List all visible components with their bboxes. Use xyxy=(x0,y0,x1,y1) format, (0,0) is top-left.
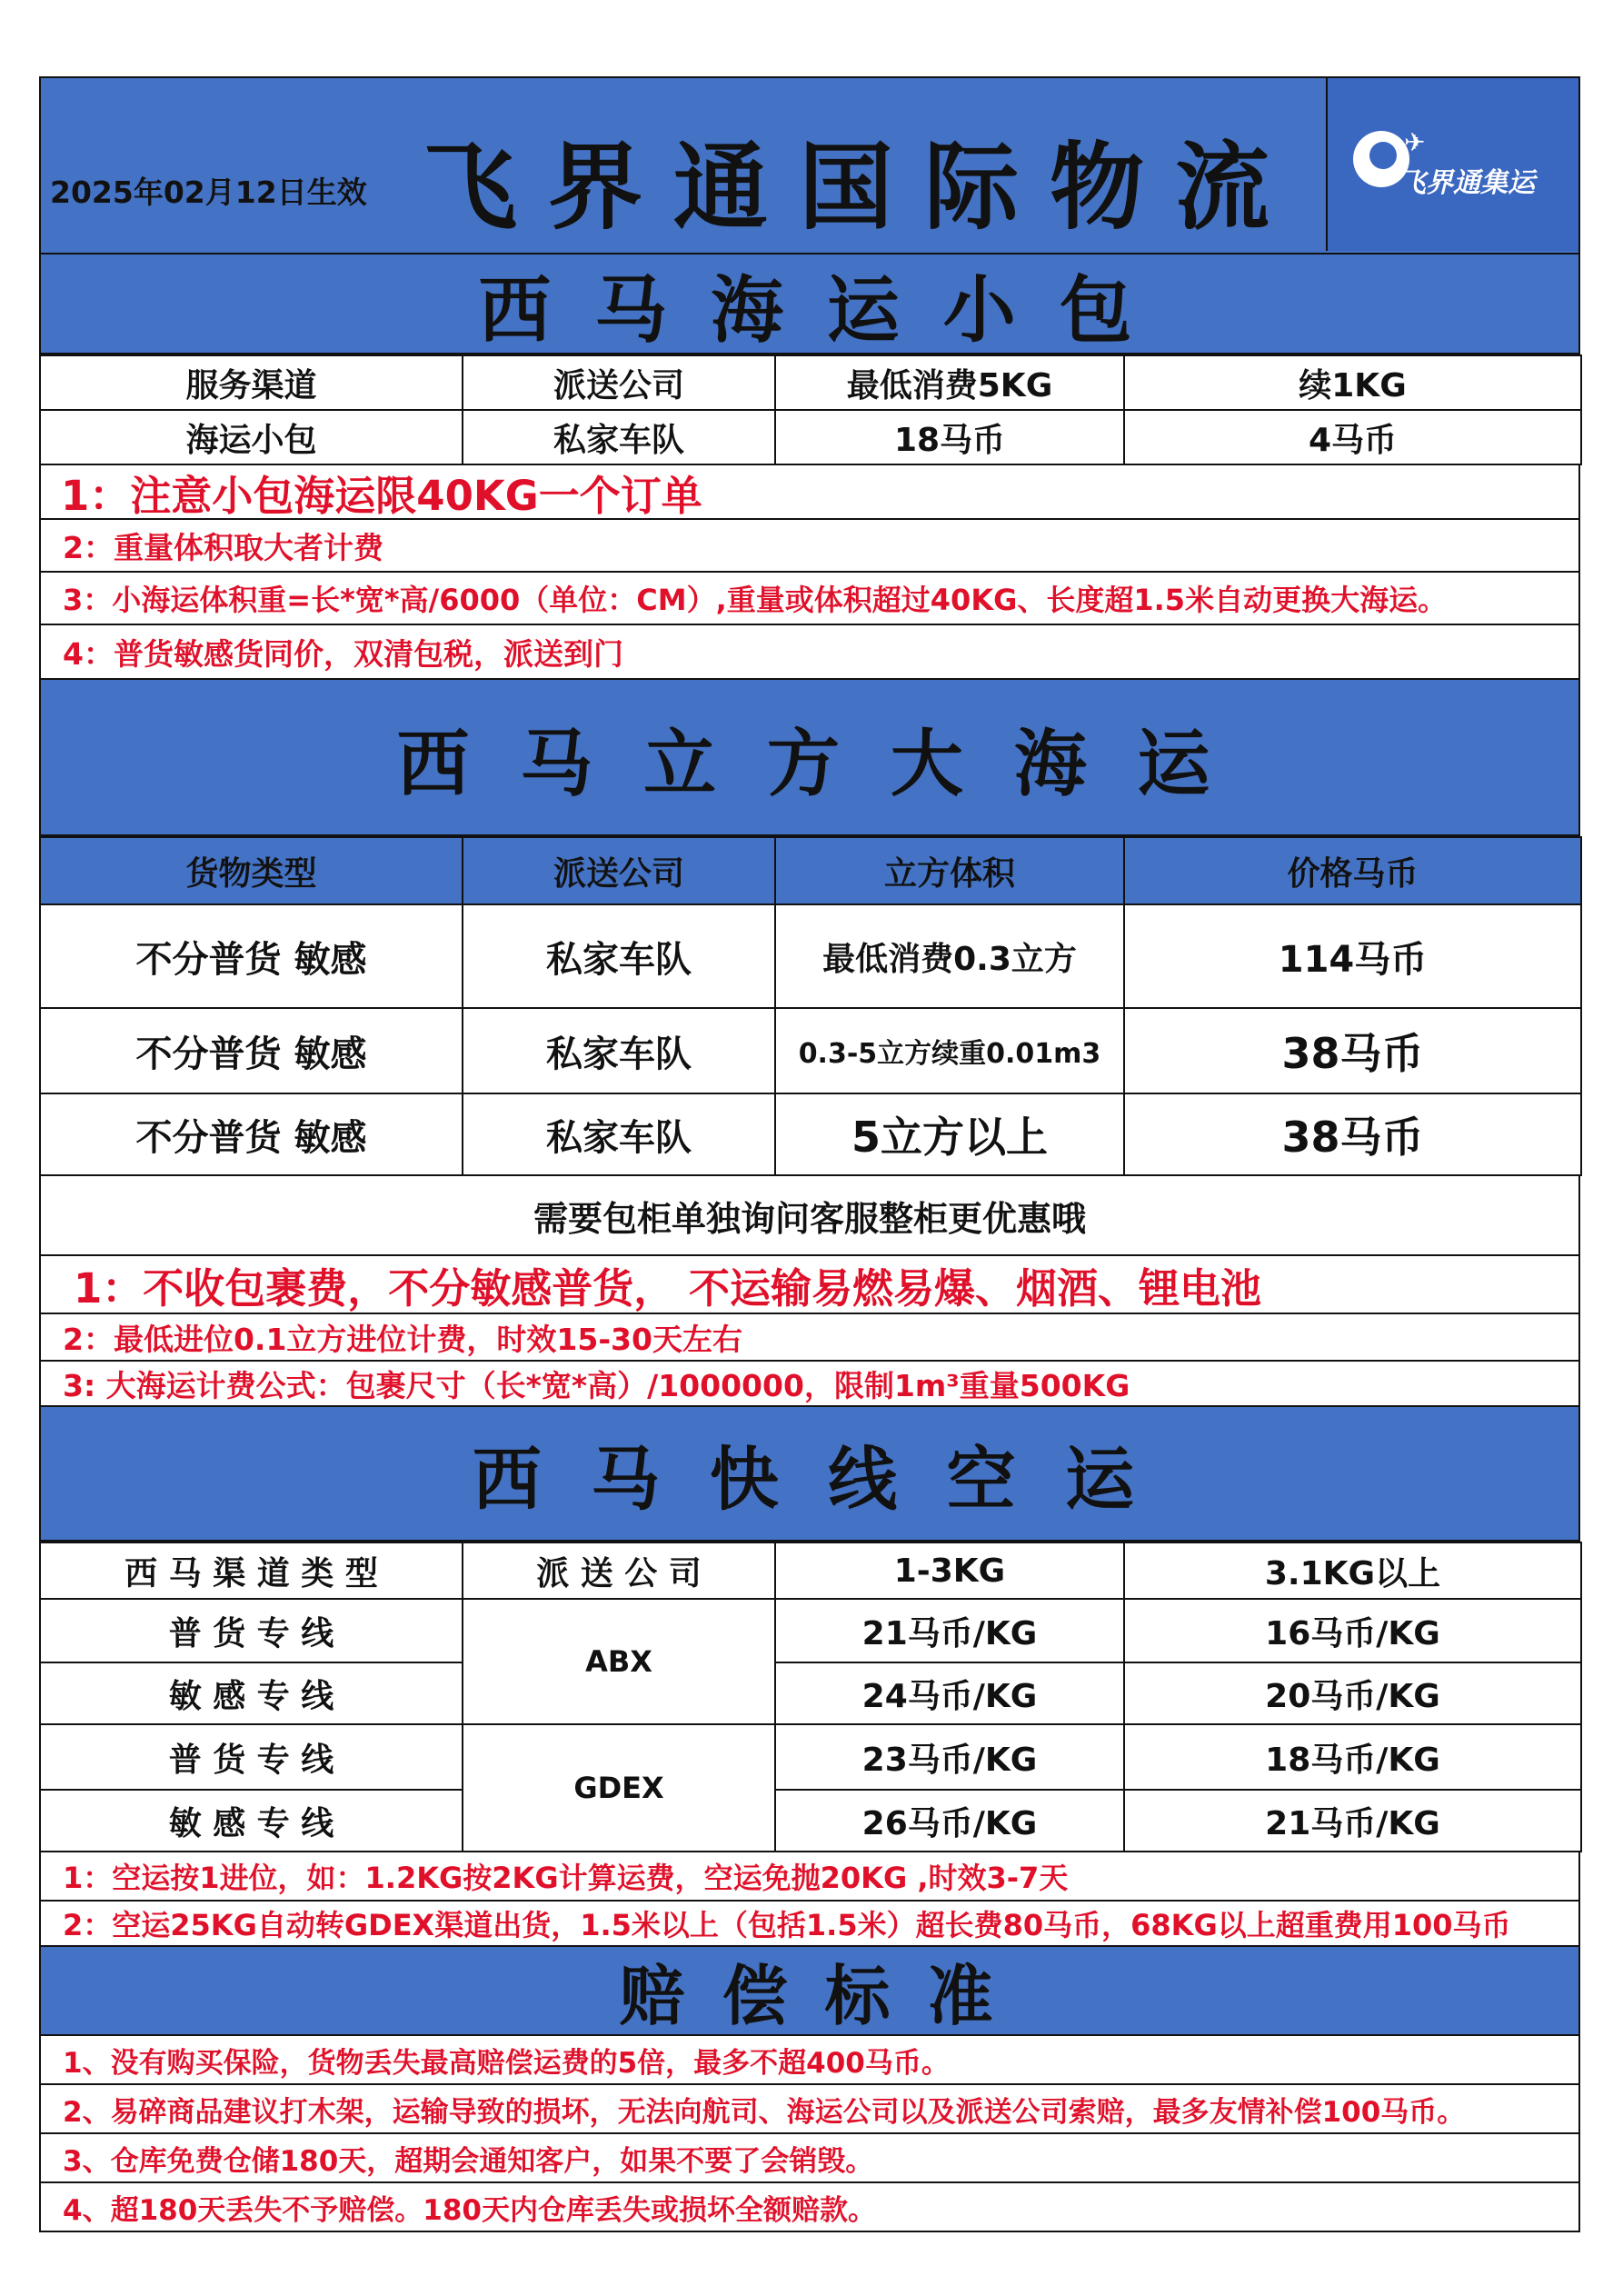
channel-type: 普 货 专 线 xyxy=(40,1599,463,1662)
company-title: 飞界通国际物流 xyxy=(423,132,1301,243)
price-cell: 24马币/KG xyxy=(775,1662,1124,1724)
note-line: 2：空运25KG自动转GDEX渠道出货，1.5米以上（包括1.5米）超长费80马币，68KG以上超重费用100马币 xyxy=(39,1902,1580,1947)
column-header: 西 马 渠 道 类 型 xyxy=(40,1542,463,1599)
note-line: 1：注意小包海运限40KG一个订单 xyxy=(39,465,1580,520)
note-line: 3: 大海运计费公式：包裹尺寸（长*宽*高）/1000000，限制1m³重量500KG xyxy=(39,1362,1580,1407)
column-header: 服务渠道 xyxy=(40,355,463,410)
column-header: 派送公司 xyxy=(463,355,775,410)
table-cell: 5立方以上 xyxy=(775,1093,1124,1175)
table-cell: 不分普货 敏感 xyxy=(40,904,463,1008)
compensation-title: 赔 偿 标 准 xyxy=(39,1947,1580,2036)
table-cell: 38马币 xyxy=(1124,1008,1581,1093)
channel-type: 敏 感 专 线 xyxy=(40,1790,463,1852)
price-cell: 23马币/KG xyxy=(775,1724,1124,1790)
column-header: 派 送 公 司 xyxy=(463,1542,775,1599)
delivery-company: ABX xyxy=(463,1599,775,1724)
note-line: 2：最低进位0.1立方进位计费，时效15-30天左右 xyxy=(39,1314,1580,1362)
cubic-sea-title: 西 马 立 方 大 海 运 xyxy=(39,680,1580,836)
note-line: 3：小海运体积重=长*宽*高/6000（单位：CM）,重量或体积超过40KG、长度超1.5米自动更换大海运。 xyxy=(39,573,1580,625)
column-header: 价格马币 xyxy=(1124,837,1581,904)
column-header: 1-3KG xyxy=(775,1542,1124,1599)
table-cell: 不分普货 敏感 xyxy=(40,1093,463,1175)
effective-date: 2025年02月12日生效 xyxy=(50,175,367,210)
small-parcel-table xyxy=(39,354,1582,465)
logo xyxy=(1326,78,1578,251)
note-line: 3、仓库免费仓储180天，超期会通知客户，如果不要了会销毁。 xyxy=(39,2134,1580,2183)
table-cell: 不分普货 敏感 xyxy=(40,1008,463,1093)
air-title: 西 马 快 线 空 运 xyxy=(39,1407,1580,1542)
table-cell: 私家车队 xyxy=(463,1093,775,1175)
delivery-company: GDEX xyxy=(463,1724,775,1852)
table-cell: 私家车队 xyxy=(463,1008,775,1093)
channel-type: 普 货 专 线 xyxy=(40,1724,463,1790)
container-note: 需要包柜单独询问客服整柜更优惠哦 xyxy=(39,1176,1580,1256)
logo-text: 飞界通集运 xyxy=(1399,167,1535,199)
cubic-sea-table xyxy=(39,836,1582,1176)
note-line: 2、易碎商品建议打木架，运输导致的损坏，无法向航司、海运公司以及派送公司索赔，最多友情补偿100马币。 xyxy=(39,2085,1580,2134)
note-line: 1、没有购买保险，货物丢失最高赔偿运费的5倍，最多不超400马币。 xyxy=(39,2036,1580,2085)
small-parcel-title: 西 马 海 运 小 包 xyxy=(39,255,1580,354)
price-cell: 21马币/KG xyxy=(775,1599,1124,1662)
channel-type: 敏 感 专 线 xyxy=(40,1662,463,1724)
price-sheet xyxy=(39,76,1580,2232)
price-cell: 20马币/KG xyxy=(1124,1662,1581,1724)
column-header: 续1KG xyxy=(1124,355,1581,410)
price-cell: 18马币/KG xyxy=(1124,1724,1581,1790)
table-cell: 114马币 xyxy=(1124,904,1581,1008)
note-line: 4：普货敏感货同价，双清包税，派送到门 xyxy=(39,625,1580,680)
table-cell: 私家车队 xyxy=(463,904,775,1008)
table-cell: 38马币 xyxy=(1124,1093,1581,1175)
column-header: 派送公司 xyxy=(463,837,775,904)
price-cell: 26马币/KG xyxy=(775,1790,1124,1852)
note-line: 2：重量体积取大者计费 xyxy=(39,520,1580,573)
price-cell: 16马币/KG xyxy=(1124,1599,1581,1662)
note-line: 1：不收包裹费，不分敏感普货， 不运输易燃易爆、烟酒、锂电池 xyxy=(39,1256,1580,1314)
header-band xyxy=(39,76,1580,255)
column-header: 立方体积 xyxy=(775,837,1124,904)
table-cell: 私家车队 xyxy=(463,410,775,464)
price-cell: 21马币/KG xyxy=(1124,1790,1581,1852)
column-header: 货物类型 xyxy=(40,837,463,904)
note-line: 4、超180天丢失不予赔偿。180天内仓库丢失或损坏全额赔款。 xyxy=(39,2183,1580,2232)
column-header: 最低消费5KG xyxy=(775,355,1124,410)
table-cell: 海运小包 xyxy=(40,410,463,464)
table-cell: 0.3-5立方续重0.01m3 xyxy=(775,1008,1124,1093)
plane-icon: ✈ xyxy=(1404,127,1426,157)
column-header: 3.1KG以上 xyxy=(1124,1542,1581,1599)
table-cell: 18马币 xyxy=(775,410,1124,464)
table-cell: 最低消费0.3立方 xyxy=(775,904,1124,1008)
note-line: 1：空运按1进位，如：1.2KG按2KG计算运费，空运免抛20KG ,时效3-7天 xyxy=(39,1852,1580,1902)
air-table xyxy=(39,1542,1582,1852)
table-cell: 4马币 xyxy=(1124,410,1581,464)
